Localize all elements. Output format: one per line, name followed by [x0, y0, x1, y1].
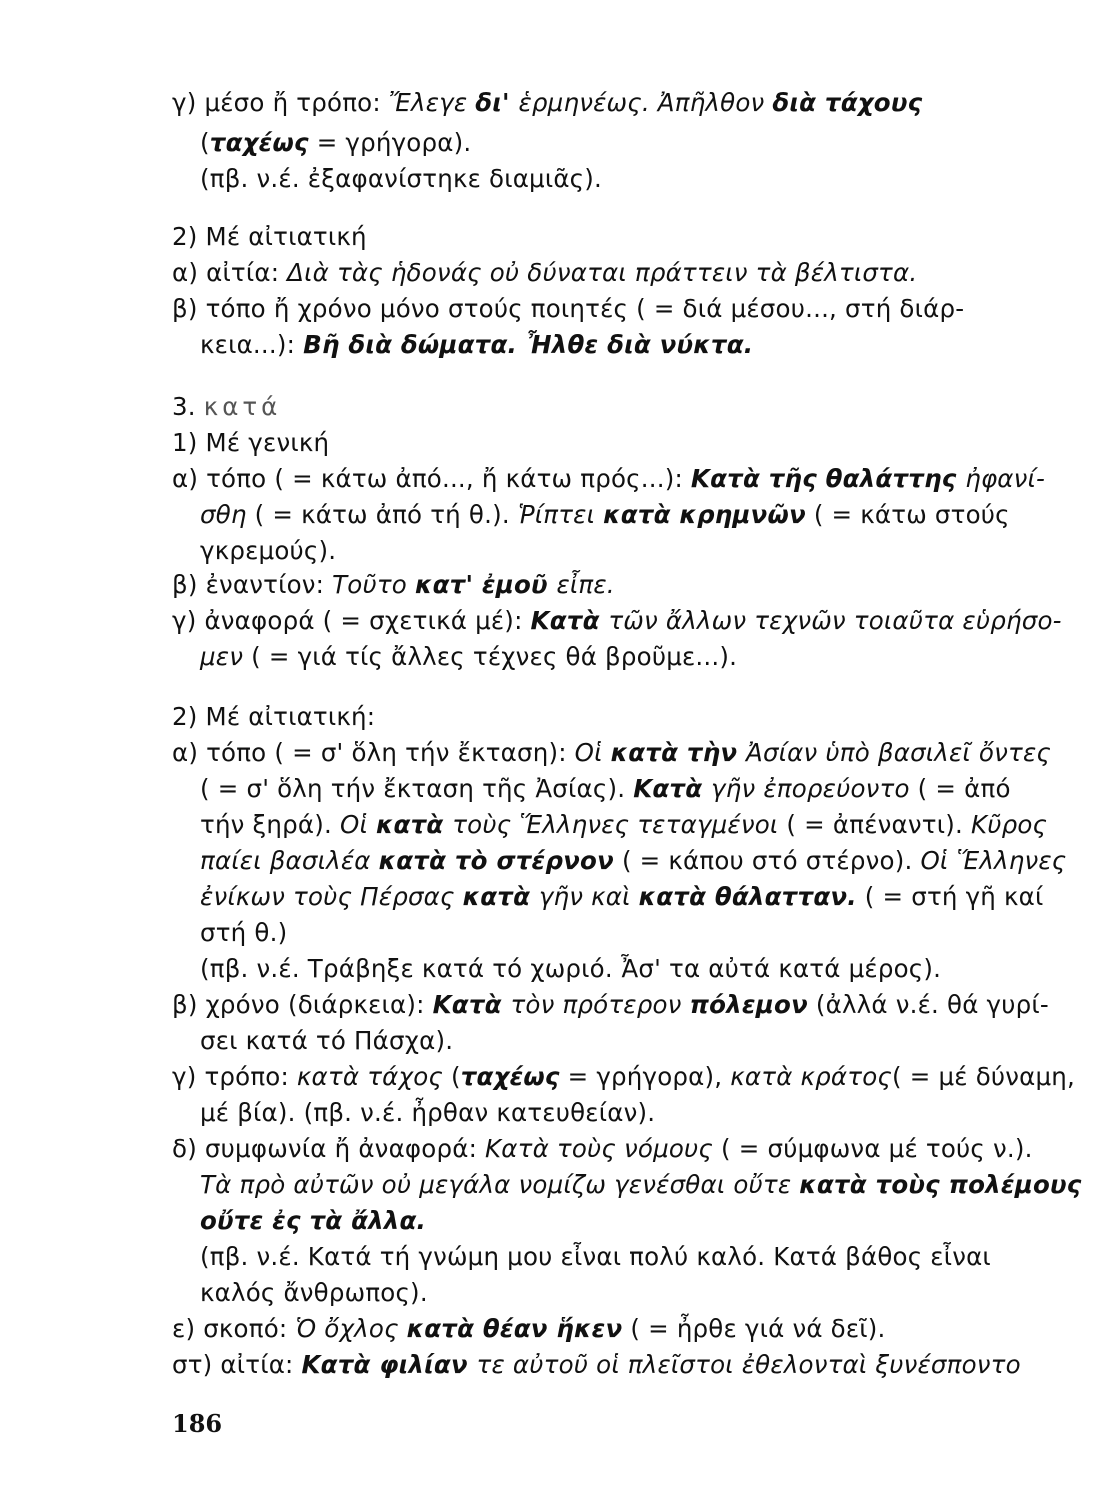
text-run: ἠφανί-	[965, 464, 1046, 493]
text-line	[200, 640, 737, 674]
section-heading	[172, 220, 367, 254]
text-run: (	[442, 1062, 461, 1091]
text-line	[200, 880, 1044, 914]
text-run: β) χρόνο (διάρκεια):	[172, 990, 433, 1019]
text-line	[172, 1312, 886, 1346]
text-run: ( = ἦρθε γιά νά δεῖ).	[622, 1314, 886, 1343]
text-line	[200, 498, 1010, 532]
text-line	[200, 952, 941, 986]
text-run: α) τόπο ( = σ' ὅλη τήν ἔκταση):	[172, 738, 575, 767]
text-run: μεν	[200, 642, 244, 671]
text-run: κατὰ κρημνῶν	[603, 500, 806, 529]
text-run: οὔτε ἐς τὰ ἄλλα.	[200, 1206, 427, 1235]
text-run: Κατὰ	[530, 606, 609, 635]
text-run: σθη	[200, 500, 247, 529]
text-run: ( = κάτω στούς	[805, 500, 1010, 529]
text-run: τε αὐτοῦ οἱ πλεῖστοι ἐθελονταὶ ξυνέσποντο	[476, 1350, 1021, 1379]
text-line	[200, 1168, 1081, 1202]
section-heading	[172, 700, 375, 734]
text-line	[172, 1348, 1021, 1382]
text-run: Κῦρος	[970, 810, 1048, 839]
text-run: κατὰ τάχος	[296, 1062, 443, 1091]
text-run: ( = ἀπό	[909, 774, 1011, 803]
text-run: Οἱ	[339, 810, 376, 839]
text-run: (πβ. ν.έ. Τράβηξε κατά τό χωριό. Ἆσ' τα αὐτά κατά μέρος).	[200, 954, 942, 983]
text-run: Βῆ διὰ δώματα.	[303, 330, 526, 359]
text-run: κατὰ τοὺς πολέμους	[799, 1170, 1082, 1199]
text-run: 2) Μέ αἰτιατική	[172, 222, 367, 251]
text-line	[172, 988, 1049, 1022]
text-run: (	[200, 128, 210, 157]
text-line	[200, 1024, 453, 1058]
text-run: α) αἰτία:	[172, 258, 288, 287]
text-run: δ) συμφωνία ἤ ἀναφορά:	[172, 1134, 486, 1163]
text-run: Κατὰ	[432, 990, 511, 1019]
text-run: ( = κάτω ἀπό τή θ.).	[246, 500, 518, 529]
text-line	[172, 604, 1062, 638]
text-line	[200, 1096, 655, 1130]
text-run: ταχέως	[460, 1062, 560, 1091]
text-run: γ) μέσο ἤ τρόπο:	[172, 88, 389, 117]
text-run: ε) σκοπό:	[172, 1314, 296, 1343]
text-line	[172, 292, 964, 326]
text-line	[200, 1276, 428, 1310]
text-line	[172, 256, 917, 290]
text-run: ἑρμηνέως.	[518, 88, 658, 117]
text-run: Ὁ ὄχλος	[295, 1314, 407, 1343]
text-run: β) ἐναντίον:	[172, 570, 333, 599]
text-run: κατὰ κράτος	[730, 1062, 893, 1091]
text-line	[172, 1060, 1075, 1094]
text-run: κατὰ	[462, 882, 539, 911]
text-run: καλός ἄνθρωπος).	[200, 1278, 428, 1307]
text-line	[172, 86, 922, 120]
text-line	[200, 126, 471, 160]
text-run: κατὰ	[375, 810, 453, 839]
text-run: ( = γιά τίς ἄλλες τέχνες θά βροῦμε...).	[243, 642, 738, 671]
text-line	[172, 568, 615, 602]
text-run: 1) Μέ γενική	[172, 428, 330, 457]
text-run: τῶν ἄλλων τεχνῶν τοιαῦτα εὑρήσο-	[608, 606, 1062, 635]
text-run: Κατὰ τοὺς νόμους	[485, 1134, 714, 1163]
text-run: Κατὰ	[633, 774, 712, 803]
text-run: (πβ. ν.έ. Κατά τή γνώμη μου εἶναι πολύ καλό. Κατά βάθος εἶναι	[200, 1242, 991, 1271]
text-run: ( = κάπου στό στέρνο).	[613, 846, 921, 875]
text-line	[200, 808, 1047, 842]
text-run: ταχέως	[209, 128, 309, 157]
text-run: κατὰ τὸ στέρνον	[378, 846, 614, 875]
text-run: ἐνίκων τοὺς Πέρσας	[200, 882, 463, 911]
text-run: α) τόπο ( = κάτω ἀπό..., ἤ κάτω πρός...):	[172, 464, 691, 493]
text-run: Οἱ	[574, 738, 611, 767]
text-run: σει κατά τό Πάσχα).	[200, 1026, 454, 1055]
text-line	[200, 328, 753, 362]
text-line	[200, 162, 602, 196]
text-run: Ἦλθε διὰ νύκτα.	[525, 330, 754, 359]
text-run: παίει βασιλέα	[200, 846, 379, 875]
text-run: Ἀπῆλθον	[657, 88, 773, 117]
text-run: Οἱ Ἕλληνες	[920, 846, 1067, 875]
text-run: = γρήγορα),	[559, 1062, 731, 1091]
text-run: Ῥίπτει	[517, 500, 604, 529]
text-run: τήν ξηρά).	[200, 810, 340, 839]
text-run: γ) τρόπο:	[172, 1062, 297, 1091]
section-heading	[172, 390, 281, 424]
text-run: (πβ. ν.έ. ἐξαφανίστηκε διαμιᾶς).	[200, 164, 603, 193]
text-run: β) τόπο ἤ χρόνο μόνο στούς ποιητές ( = διά μέσου..., στή διάρ-	[172, 294, 965, 323]
text-run: ( = ἀπέναντι).	[778, 810, 971, 839]
text-run: στή θ.)	[200, 918, 288, 947]
text-run: τὸν πρότερον	[510, 990, 690, 1019]
text-run: στ) αἰτία:	[172, 1350, 302, 1379]
text-run: Κατὰ φιλίαν	[301, 1350, 477, 1379]
text-run: κεια...):	[200, 330, 304, 359]
text-run: 3.	[172, 392, 204, 421]
text-run: Ἀσίαν ὑπὸ βασιλεῖ ὄντες	[745, 738, 1051, 767]
text-line	[172, 1132, 1033, 1166]
page-number: 186	[172, 1409, 223, 1438]
text-run: = γρήγορα).	[308, 128, 472, 157]
text-run: Τοῦτο	[332, 570, 415, 599]
text-line	[200, 916, 287, 950]
text-run: μέ βία). (πβ. ν.έ. ἦρθαν κατευθείαν).	[200, 1098, 656, 1127]
text-run: (ἀλλά ν.έ. θά γυρί-	[807, 990, 1049, 1019]
text-run: ( = σ' ὅλη τήν ἔκταση τῆς Ἀσίας).	[200, 774, 634, 803]
text-line	[200, 534, 336, 568]
text-run: Τὰ πρὸ αὐτῶν οὐ μεγάλα νομίζω γενέσθαι οὔτε	[200, 1170, 800, 1199]
text-run: πόλεμον	[689, 990, 808, 1019]
text-run: διὰ τάχους	[772, 88, 923, 117]
text-run: 2) Μέ αἰτιατική:	[172, 702, 376, 731]
section-heading	[172, 426, 329, 460]
text-run: κατά	[203, 392, 282, 421]
text-run: Διὰ τὰς ἡδονάς οὐ δύναται πράττειν τὰ βέλτιστα.	[287, 258, 918, 287]
text-run: τοὺς Ἕλληνες τεταγμένοι	[452, 810, 779, 839]
text-run: κατὰ τὴν	[610, 738, 746, 767]
text-line	[200, 772, 1011, 806]
text-run: γῆν ἐπορεύοντο	[711, 774, 910, 803]
text-run: ( = σύμφωνα μέ τούς ν.).	[713, 1134, 1033, 1163]
text-run: κατ' ἐμοῦ	[414, 570, 557, 599]
text-run: Ἔλεγε	[388, 88, 476, 117]
text-run: γῆν καὶ	[538, 882, 639, 911]
text-run: ( = μέ δύναμη,	[892, 1062, 1076, 1091]
text-run: γκρεμούς).	[200, 536, 337, 565]
text-line	[200, 1240, 991, 1274]
text-run: εἶπε.	[556, 570, 615, 599]
text-run: δι'	[475, 88, 519, 117]
text-run: Κατὰ τῆς θαλάττης	[690, 464, 966, 493]
text-line	[200, 1204, 426, 1238]
text-run: ( = στή γῆ καί	[856, 882, 1044, 911]
text-run: κατὰ θάλατταν.	[638, 882, 857, 911]
text-line	[172, 736, 1051, 770]
text-line	[172, 462, 1045, 496]
text-run: γ) ἀναφορά ( = σχετικά μέ):	[172, 606, 531, 635]
text-line	[200, 844, 1066, 878]
text-run: κατὰ θέαν ἥκεν	[406, 1314, 623, 1343]
